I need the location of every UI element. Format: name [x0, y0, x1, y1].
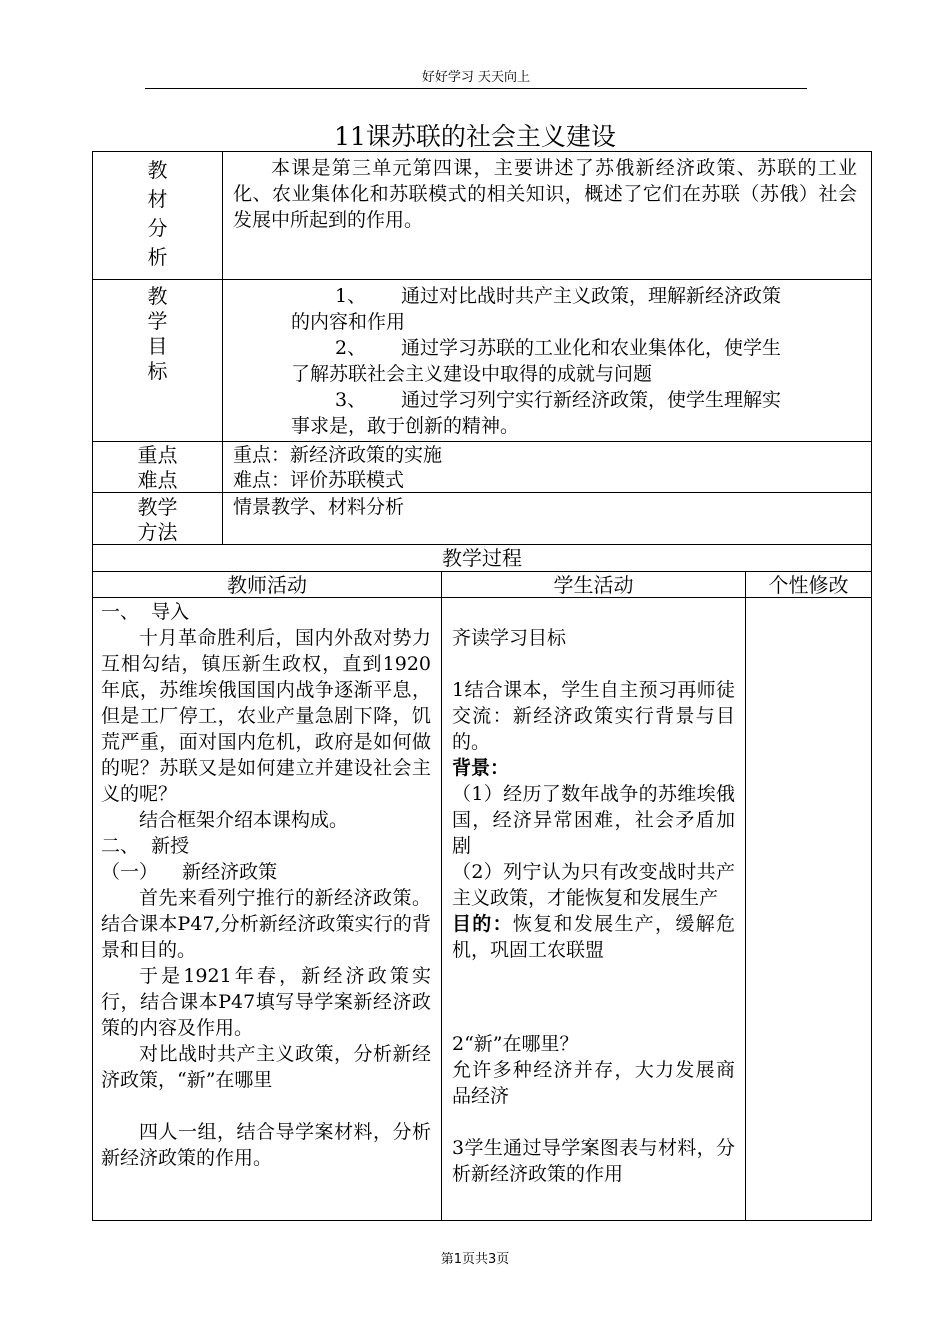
objective-1-line2: 的内容和作用 — [291, 311, 406, 333]
intro-heading: 一、 导入 — [101, 601, 190, 623]
objective-3-line1: 通过学习列宁实行新经济政策，使学生理解实 — [401, 389, 782, 411]
difficulty-line: 难点：评价苏联模式 — [233, 469, 405, 491]
new-lesson-heading: 二、 新授 — [101, 835, 190, 857]
self-study-task: 1结合课本，学生自主预习再师徒交流：新经济政策实行背景与目的。 — [452, 679, 735, 753]
process-title: 教学过程 — [442, 546, 522, 570]
nep-compare-paragraph: 对比战时共产主义政策，分析新经济政策，“新”在哪里 — [101, 1043, 431, 1091]
method-text: 情景教学、材料分析 — [233, 496, 405, 518]
objective-1-line1: 通过对比战时共产主义政策，理解新经济政策 — [401, 285, 782, 307]
header-divider — [145, 88, 807, 89]
keypoint-line: 重点：新经济政策的实施 — [233, 444, 443, 466]
read-objectives: 齐读学习目标 — [452, 627, 567, 649]
objectives-label-2: 学 — [147, 309, 168, 333]
analysis-label-4: 析 — [147, 245, 168, 269]
new-answer: 允许多种经济并存，大力发展商品经济 — [452, 1059, 735, 1107]
objective-3-number: 3、 — [335, 389, 367, 411]
keypoints-label-2: 难点 — [137, 468, 178, 492]
background-point-2: （2）列宁认为只有改变战时共产主义政策，才能恢复和发展生产 — [452, 861, 735, 909]
analysis-label-3: 分 — [147, 216, 168, 240]
objectives-label-1: 教 — [147, 284, 168, 308]
background-label: 背景： — [452, 757, 510, 779]
personal-column-label: 个性修改 — [768, 573, 849, 597]
page-title: 11课苏联的社会主义建设 — [334, 122, 616, 151]
objectives-content-cell — [222, 279, 872, 442]
method-label-1: 教学 — [137, 495, 178, 519]
nep-background-paragraph: 首先来看列宁推行的新经济政策。结合课本P47,分析新经济政策实行的背景和目的。 — [101, 887, 431, 961]
objective-3-line2: 事求是，敢于创新的精神。 — [291, 415, 520, 437]
personal-column-header — [745, 571, 872, 598]
objective-1-number: 1、 — [335, 285, 367, 307]
nep-content-paragraph: 于是1921年春，新经济政策实行，结合课本P47填写导学案新经济政策的内容及作用。 — [101, 965, 431, 1039]
method-label-cell — [92, 492, 223, 545]
analysis-label-2: 材 — [147, 187, 168, 211]
method-label-2: 方法 — [137, 520, 178, 544]
effect-task: 3学生通过导学案图表与材料，分析新经济政策的作用 — [452, 1137, 735, 1185]
purpose-text: 恢复和发展生产，缓解危机，巩固工农联盟 — [452, 913, 735, 961]
keypoints-label-1: 重点 — [137, 443, 178, 467]
page-header: 好好学习 天天向上 — [421, 70, 531, 85]
personal-modification-cell — [745, 597, 872, 1221]
page-footer: 第1页共3页 — [440, 1252, 510, 1267]
group-work-paragraph: 四人一组，结合导学案材料，分析新经济政策的作用。 — [101, 1121, 431, 1169]
student-column-label: 学生活动 — [553, 573, 634, 597]
new-question: 2“新”在哪里？ — [452, 1033, 579, 1055]
objective-3 — [291, 387, 861, 439]
teacher-activity-cell — [92, 597, 442, 1221]
objective-2-line2: 了解苏联社会主义建设中取得的成就与问题 — [291, 363, 653, 385]
keypoints-content-cell — [222, 441, 872, 493]
method-content-cell — [222, 492, 872, 545]
teacher-column-label: 教师活动 — [227, 573, 307, 597]
student-column-header — [441, 571, 746, 598]
intro-paragraph: 十月革命胜利后，国内外敌对势力互相勾结，镇压新生政权，直到1920年底，苏维埃俄国国内战争逐渐平息，但是工厂停工，农业产量急剧下降，饥荒严重，面对国内危机，政府是如何做的呢？苏联又是如何建立并建设社会主义的呢？ — [101, 627, 431, 805]
purpose-label: 目的： — [452, 913, 513, 935]
keypoints-label-cell — [92, 441, 223, 493]
objectives-label-3: 目 — [147, 334, 168, 358]
teacher-column-header — [92, 571, 442, 598]
objectives-label-4: 标 — [147, 359, 168, 383]
nep-heading: （一） 新经济政策 — [101, 861, 278, 883]
student-activity-cell — [441, 597, 746, 1221]
objectives-label-cell — [92, 279, 223, 442]
objective-2 — [291, 335, 861, 387]
analysis-label-cell — [92, 151, 223, 280]
objective-2-line1: 通过学习苏联的工业化和农业集体化，使学生 — [401, 337, 782, 359]
framework-paragraph: 结合框架介绍本课构成。 — [139, 809, 349, 831]
process-title-cell — [92, 544, 872, 572]
analysis-label-1: 教 — [147, 158, 168, 182]
background-point-1: （1）经历了数年战争的苏维埃俄国，经济异常困难，社会矛盾加剧 — [452, 783, 735, 857]
objective-2-number: 2、 — [335, 337, 367, 359]
analysis-text: 本课是第三单元第四课，主要讲述了苏俄新经济政策、苏联的工业化、农业集体化和苏联模式的相关知识，概述了它们在苏联（苏俄）社会发展中所起到的作用。 — [233, 157, 857, 231]
objective-1 — [291, 283, 861, 335]
analysis-content-cell — [222, 151, 872, 280]
